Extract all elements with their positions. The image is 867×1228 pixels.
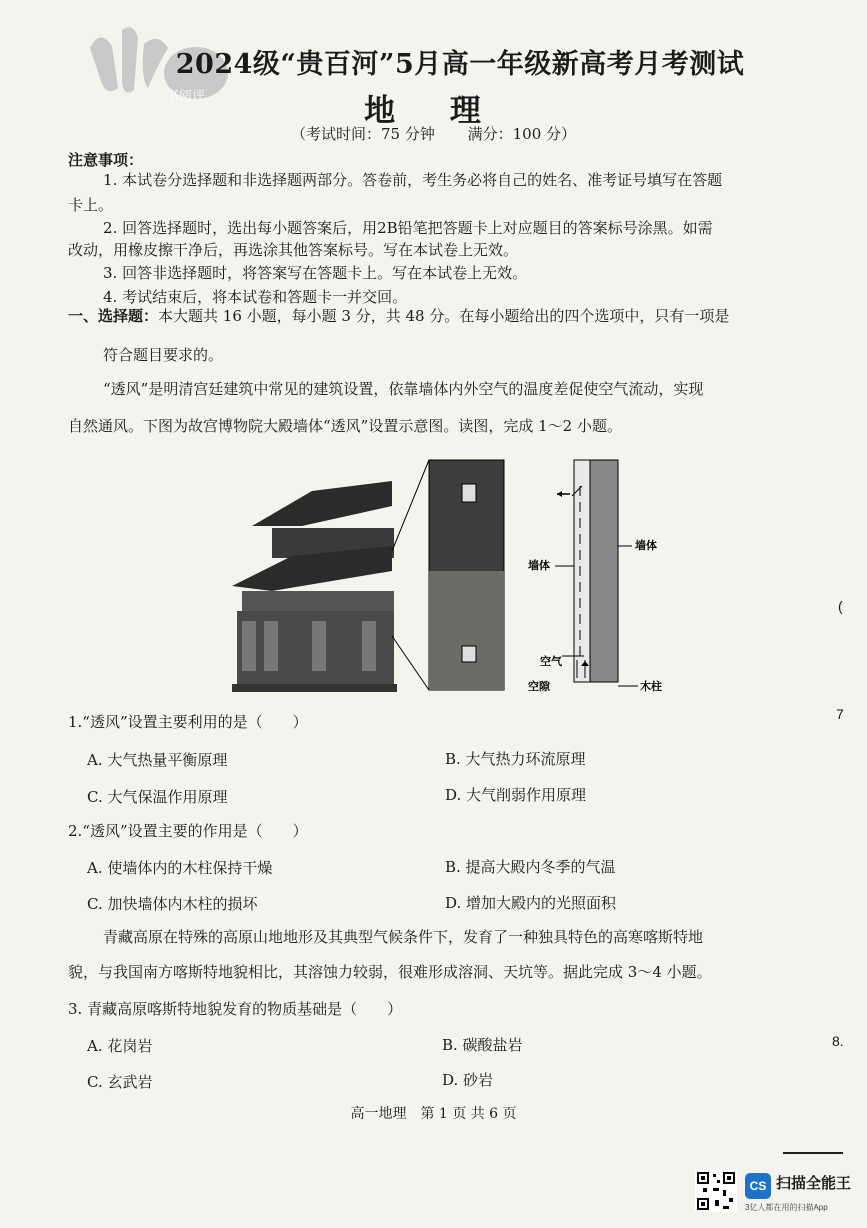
- scanner-tagline: 3亿人都在用的扫描App: [745, 1203, 828, 1212]
- passage-line: 青藏高原在特殊的高原山地地形及其典型气候条件下，发育了一种独具特色的高寒喀斯特地: [103, 928, 704, 946]
- question-2-option-a: A. 使墙体内的木柱保持干燥: [87, 859, 273, 877]
- qr-code-icon: [695, 1170, 737, 1212]
- notice-heading: 注意事项：: [68, 151, 144, 169]
- section-desc: 本大题共 16 小题，每小题 3 分，共 48 分。在每小题给出的四个选项中，只有一项是: [158, 307, 730, 325]
- label-pillar: 木柱: [640, 681, 662, 693]
- section-heading: [68, 306, 729, 326]
- question-3-option-b: B. 碳酸盐岩: [442, 1036, 523, 1054]
- question-2-stem: 2.“透风”设置主要的作用是（ ）: [68, 822, 308, 840]
- notice-line: 3. 回答非选择题时，将答案写在答题卡上。写在本试卷上无效。: [103, 264, 528, 282]
- notice-line: 4. 考试结束后，将本试卷和答题卡一并交回。: [103, 288, 408, 306]
- logo-text: 书阅评: [166, 89, 206, 104]
- question-2-option-b: B. 提高大殿内冬季的气温: [445, 858, 616, 876]
- exam-title: 2024级“贵百河”5月高一年级新高考月考测试: [175, 49, 745, 80]
- question-1-option-b: B. 大气热力环流原理: [445, 750, 586, 768]
- notice-line: 2. 回答选择题时，选出每小题答案后，用2B铅笔把答题卡上对应题目的答案标号涂黑。如需: [103, 219, 713, 237]
- page-footer: 高一地理 第 1 页 共 6 页: [350, 1106, 517, 1122]
- full-score: 满分：100 分）: [467, 125, 577, 143]
- notice-line: 1. 本试卷分选择题和非选择题两部分。答卷前，考生务必将自己的姓名、准考证号填写在答题: [103, 171, 723, 189]
- passage-line: 自然通风。下图为故宫博物院大殿墙体“透风”设置示意图。读图，完成 1～2 小题。: [68, 417, 622, 435]
- margin-mark: (: [838, 598, 843, 614]
- margin-mark: 7: [836, 706, 844, 722]
- passage-line: 貌，与我国南方喀斯特地貌相比，其溶蚀力较弱，很难形成溶洞、天坑等。据此完成 3～4 小题。: [68, 963, 712, 981]
- section-title: 一、选择题：: [68, 307, 159, 325]
- question-3-option-a: A. 花岗岩: [87, 1037, 153, 1055]
- label-air: 空气: [540, 656, 562, 668]
- label-wall-left: 墙体: [528, 560, 550, 572]
- question-2-option-d: D. 增加大殿内的光照面积: [445, 894, 617, 912]
- question-3-option-c: C. 玄武岩: [87, 1073, 153, 1091]
- margin-mark: 8.: [832, 1033, 844, 1049]
- question-1-stem: 1.“透风”设置主要利用的是（ ）: [68, 713, 308, 731]
- label-wall-right: 墙体: [635, 540, 657, 552]
- question-3-stem: 3. 青藏高原喀斯特地貌发育的物质基础是（ ）: [68, 1000, 403, 1018]
- scanner-name: 扫描全能王: [776, 1175, 852, 1192]
- ventilation-figure: [232, 456, 672, 696]
- scanner-badge: CS: [745, 1173, 771, 1199]
- section-desc-2: 符合题目要求的。: [103, 346, 224, 364]
- question-1-option-c: C. 大气保温作用原理: [87, 788, 228, 806]
- question-1-option-a: A. 大气热量平衡原理: [87, 751, 228, 769]
- passage-line: “透风”是明清宫廷建筑中常见的建筑设置，依靠墙体内外空气的温度差促使空气流动，实现: [103, 380, 704, 398]
- question-1-option-d: D. 大气削弱作用原理: [445, 786, 587, 804]
- margin-rule: [783, 1152, 843, 1154]
- exam-info: [0, 123, 867, 144]
- notice-line: 改动，用橡皮擦干净后，再选涂其他答案标号。写在本试卷上无效。: [68, 241, 519, 259]
- question-2-option-c: C. 加快墙体内木柱的损坏: [87, 895, 258, 913]
- subject-title: 地 理: [364, 93, 503, 129]
- palace-illustration: [232, 481, 397, 692]
- exam-time: （考试时间：75 分钟: [290, 125, 435, 143]
- question-3-option-d: D. 砂岩: [442, 1071, 494, 1089]
- label-gap: 空隙: [528, 681, 550, 693]
- notice-line: 卡上。: [68, 196, 114, 214]
